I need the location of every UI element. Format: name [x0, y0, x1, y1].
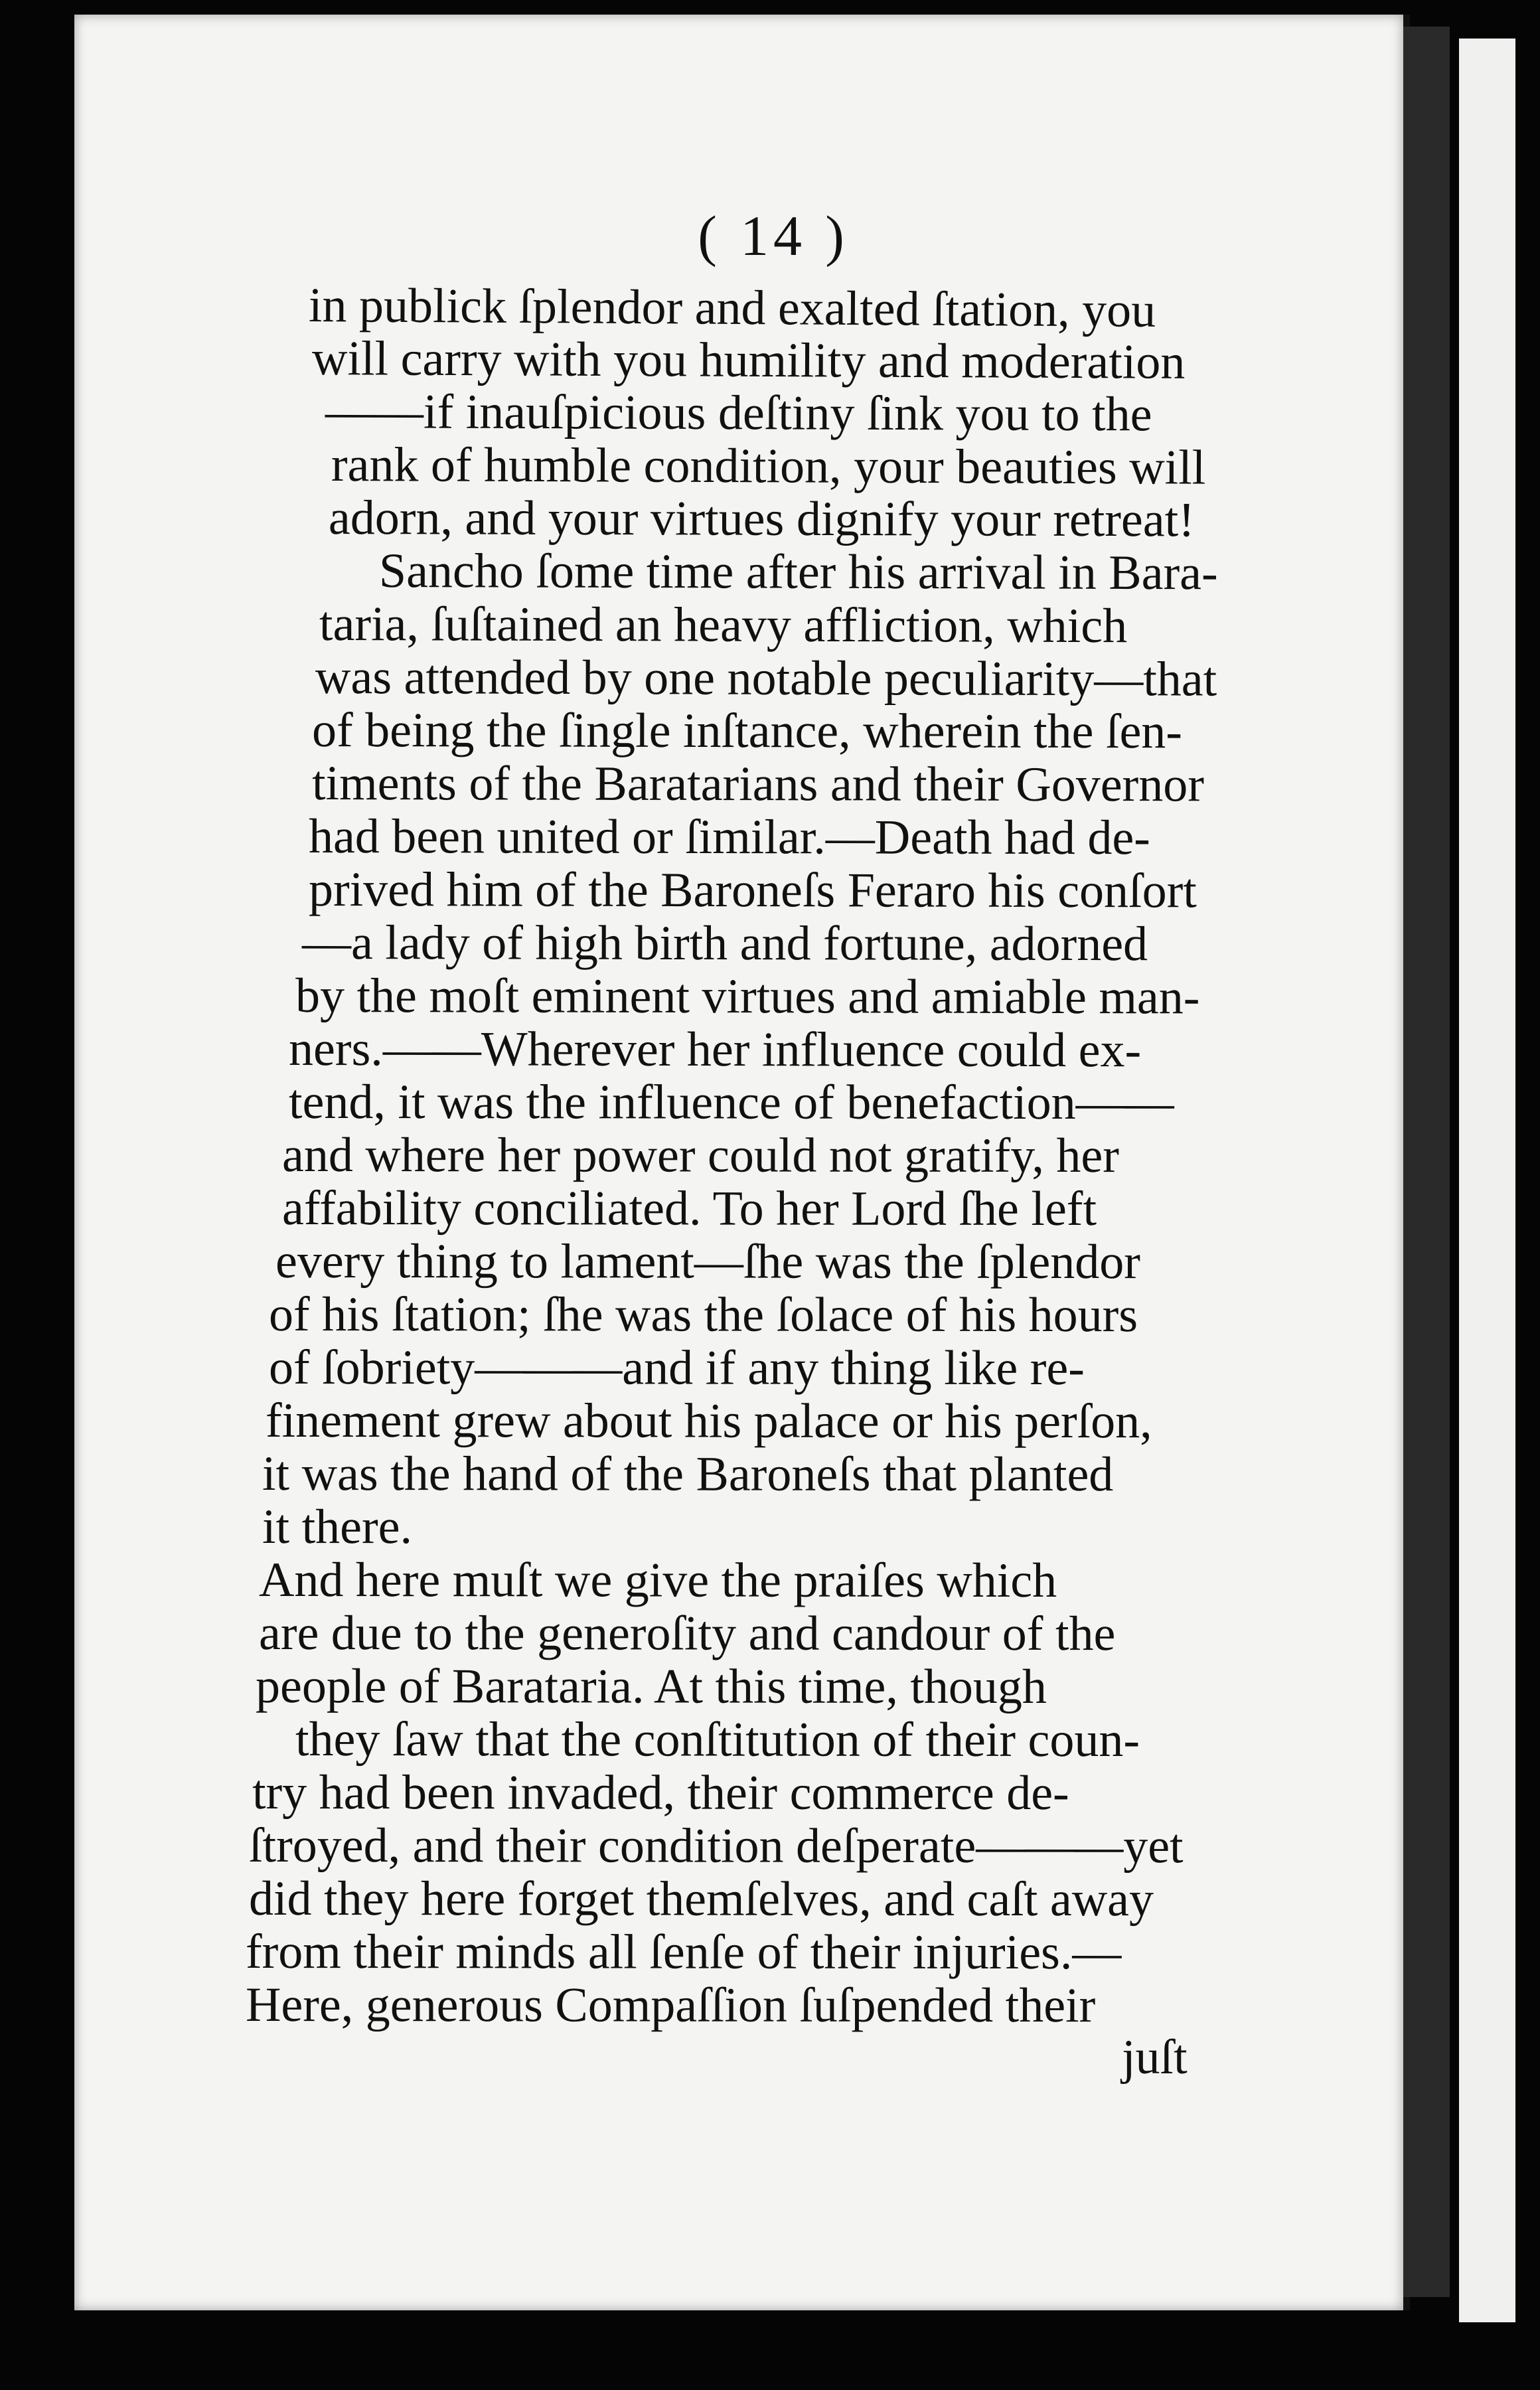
page-number: ( 14 ) [698, 204, 849, 268]
body-line: tend, it was the influence of benefaction—— [288, 1075, 1174, 1131]
page-edge-shadow [1403, 27, 1450, 2297]
body-line: adorn, and your virtues dignify your retreat! [328, 491, 1195, 548]
adjacent-page-edge [1459, 39, 1515, 2322]
body-line: it was the hand of the Baroneſs that planted [262, 1447, 1114, 1502]
body-line: from their minds all ſenſe of their injuries.— [245, 1925, 1122, 1980]
body-text [245, 278, 1271, 2033]
body-line: ſtroyed, and their condition deſperate———yet [248, 1818, 1184, 1874]
body-line: rank of humble condition, your beauties will [331, 438, 1206, 495]
body-line: —a lady of high birth and fortune, adorned [301, 916, 1148, 972]
body-line: are due to the generoſity and candour of the [258, 1606, 1116, 1662]
body-line: And here muſt we give the praiſes which [258, 1553, 1057, 1609]
body-line: taria, ſuſtained an heavy affliction, which [319, 597, 1128, 654]
body-line: had been united or ſimilar.—Death had de- [308, 809, 1150, 866]
catchword: juſt [1122, 2030, 1188, 2085]
body-line: of his ſtation; ſhe was the ſolace of his hours [268, 1287, 1138, 1343]
body-line: in publick ſplendor and exalted ſtation, you [308, 278, 1156, 338]
body-line: affability conciliated. To her Lord ſhe left [281, 1181, 1097, 1237]
body-line: Sancho ſome time after his arrival in Bara- [378, 544, 1218, 601]
body-line: timents of the Baratarians and their Governor [311, 756, 1204, 813]
body-line: every thing to lament—ſhe was the ſplendor [275, 1234, 1140, 1290]
body-line: try had been invaded, their commerce de- [252, 1765, 1069, 1821]
body-line: ——if inauſpicious deſtiny ſink you to the [325, 384, 1152, 442]
body-line: finement grew about his palace or his perſon, [265, 1394, 1152, 1449]
body-line: by the moſt eminent virtues and amiable man- [295, 969, 1200, 1025]
body-line: of being the ſingle inſtance, wherein the ſen- [311, 703, 1183, 759]
body-line: will carry with you humility and moderation [311, 331, 1186, 390]
body-line: was attended by one notable peculiarity—that [315, 650, 1217, 707]
body-line: and where her power could not gratify, her [281, 1128, 1119, 1184]
body-line: ners.——Wherever her influence could ex- [288, 1022, 1142, 1078]
body-line: they ſaw that the conſtitution of their coun- [295, 1712, 1140, 1768]
body-line: did they here forget themſelves, and caſt away [248, 1872, 1154, 1927]
body-line: of ſobriety———and if any thing like re- [268, 1340, 1085, 1396]
body-line: prived him of the Baroneſs Feraro his conſort [308, 862, 1197, 919]
body-line: people of Barataria. At this time, though [255, 1659, 1047, 1715]
body-line: Here, generous Compaſſion ſuſpended their [245, 1978, 1096, 2033]
body-line: it there. [262, 1500, 413, 1555]
